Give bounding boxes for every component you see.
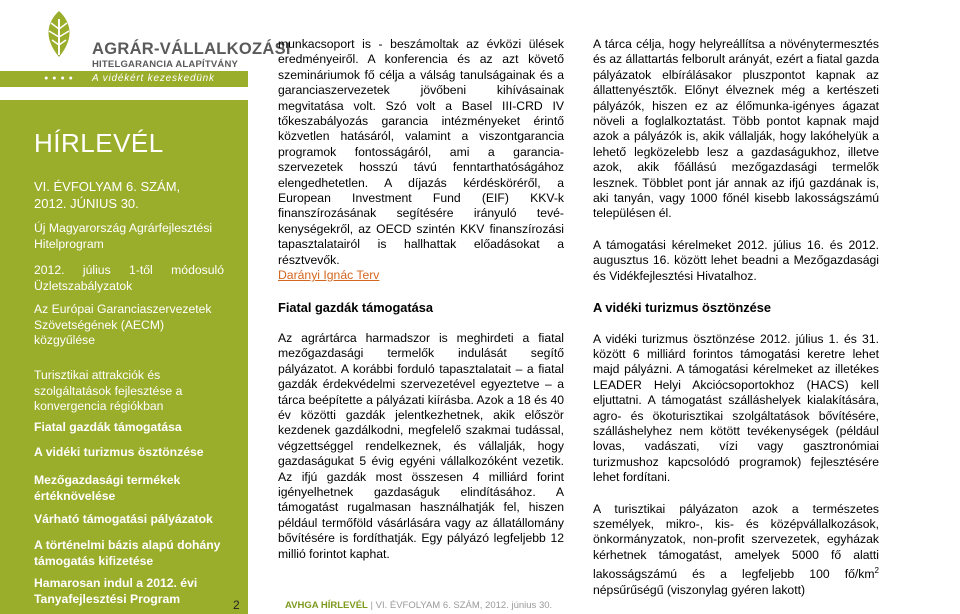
newsletter-title: HÍRLEVÉL xyxy=(34,128,164,158)
videki-turizmus-paragraph-2 xyxy=(593,502,879,599)
toc-item-turisztikai-attrakciok[interactable]: Turisztikai attrakciók és szolgáltatások fejlesztése a konvergencia régiókban xyxy=(34,368,183,413)
section-heading-videki-turizmus: A vidéki turizmus ösztönzése xyxy=(593,300,772,316)
logo-title: AGRÁR-VÁLLALKOZÁSI xyxy=(92,40,291,58)
middle-intro-paragraph: munkacsoport is - beszámoltak az évközi ülések eredményeiről. A konferencia és az azt követő szemináriumok fő célja a válság tanulságainak és a garanciaszervezetek jövőbeni kihívásainak megvitatása volt. Szó volt a Basel III-CRD IV tőkeszabályozás garancia intézményeket érintő közvetlen hatásáról, valamint a viszontgarancia programok fontosságáról, ami a garancia-szervezetek hosszú távú fenntarthatóságához elengedhetetlen. A díjazás kérdésköréről, a European Investment Fund (EIF) KKV-k finanszírozásának segítésére irányuló tevé-kenységekről, az OECD szintén KKV finanszírozási tapasztalatairól is hallhattak előadásokat a résztvevők. xyxy=(278,37,564,267)
page-number: 2 xyxy=(233,598,240,612)
byline-link[interactable]: Darányi Ignác Terv xyxy=(278,268,380,283)
logo-subtitle: HITELGARANCIA ALAPÍTVÁNY xyxy=(92,59,239,70)
leaf-logo-icon xyxy=(36,5,82,71)
deadline-paragraph: A támogatási kérelmeket 2012. július 16. és 2012. augusztus 16. között lehet beadni a Mezőgazdasági és Vidékfejlesztési Hivatalhoz. xyxy=(593,237,879,283)
videki-turizmus-paragraph-1: A vidéki turizmus ösztönzése 2012. július 1. és 31. között 6 milliárd forintos támogatási keretre lehet majd pályázni. A támogatási kérelmeket az illetékes LEADER Helyi Akciócsoportokhoz (HACS) kell eljuttatni. A támogatást szálláshelyek kialakítására, agro- és ökoturisztikai szolgáltatások bővítésére, szálláshelyhez nem kötött tevékenységek (például lovas, vadászati, vízi vagy gasztronómiai turizmushoz kapcsolódó programok) fejlesztésére lehet fordítani. xyxy=(593,331,879,485)
toc-item-uzletszabalyzatok[interactable]: 2012. július 1-től módosuló Üzletszabályzatok xyxy=(34,263,224,293)
right-intro-paragraph: A tárca célja, hogy helyreállítsa a növénytermesztés és az állattartás felborult arányát, ezért a fiatal gazda pályázatok elbírálásakor pluszpontot kapnak az állattenyésztők. Előnyt élveznek még a kertészeti pályázók, hiszen ez az élőmunka-igényes ágazat növeli a foglalkoztatást. Több pontot kapnak majd azok a pályázók is, akik vállalják, hogy lakóhelyük a lehető legközelebb lesz a gazdaságukhoz, illetve azok, akik főállású mezőgazdasági termelők lesznek. Többlet pont jár annak az ifjú gazdának is, aki tanyán, vagy 1000 főnél kisebb lakosságszámú településen él. xyxy=(593,37,879,221)
toc-item-fiatal-gazdak[interactable]: Fiatal gazdák támogatása xyxy=(34,420,182,434)
toc-item-dohany-tamogatas[interactable]: A történelmi bázis alapú dohány támogatás kifizetése xyxy=(34,538,221,568)
footer-issue-info: VI. ÉVFOLYAM 6. SZÁM, 2012. június 30. xyxy=(375,600,553,611)
newsletter-issue xyxy=(34,178,180,212)
toc-item-varhato-palyazatok[interactable]: Várható támogatási pályázatok xyxy=(34,512,213,526)
fiatal-gazdak-paragraph: Az agrártárca harmadszor is meghirdeti a fiatal mezőgazdasági termelők indulását segítő pályázatot. A korábbi forduló tapasztalatait – a fiatal gazdák érdekvédelmi szervezetével egyeztetve – a tárca beépítette a pályázati kiírásba. Azok a 18 és 40 év közötti gazdák jelentkezhetnek, akik először kezdenek gazdálkodni, megfelelő szakmai tudással, végzettséggel rendelkeznek, és vállalják, hogy gazdaságukat 5 évig egyéni vállalkozóként vezetik. Az ifjú gazdák most összesen 4 milliárd forint igényelhetnek gazdaságuk elindításához. A támogatást rugalmasan használhatják fel, hiszen például termőföld vásárlására vagy az állatállomány bővítésére is fordíthatják. Egy pályázó legfeljebb 12 millió forintot kaphat. xyxy=(278,330,564,561)
para2-end-text: népsűrűségű (viszonylag gyéren lakott) xyxy=(593,582,806,597)
logo xyxy=(0,0,291,100)
toc-item-agrarfejlesztesi-hitelprogram[interactable]: Új Magyarország Agrárfejlesztési Hitelprogram xyxy=(34,221,213,251)
toc-item-mezogazdasagi-termekek[interactable]: Mezőgazdasági termékek értéknövelése xyxy=(34,473,181,503)
right-column xyxy=(593,37,879,598)
toc-item-tanyafejlesztesi-program[interactable]: Hamarosan indul a 2012. évi Tanyafejlesztési Program xyxy=(34,576,198,606)
para2-main-text: A turisztikai pályázaton azok a természetes személyek, mikro-, kis- és középvállalkozások, önkormányzatok, non-profit szervezetek, egyházak kérhetnek támogatást, amelyek 5000 fő alatti lakosságszámú és a legfeljebb 100 fő/km xyxy=(593,501,879,582)
logo-slogan: A vidékért kezeskedünk xyxy=(92,73,215,84)
section-heading-fiatal-gazdak: Fiatal gazdák támogatása xyxy=(278,299,434,315)
para2-superscript: 2 xyxy=(874,566,879,576)
middle-column xyxy=(278,37,564,562)
sidebar xyxy=(0,0,291,614)
issue-line-2: 2012. JÚNIUS 30. xyxy=(34,196,139,211)
footer-brand: AVHGA HÍRLEVÉL xyxy=(285,600,368,611)
logo-dots: ● ● ● ● xyxy=(44,75,74,82)
issue-line-1: VI. ÉVFOLYAM 6. SZÁM, xyxy=(34,179,181,194)
footer-separator: | xyxy=(367,600,376,611)
toc-item-videki-turizmus[interactable]: A vidéki turizmus ösztönzése xyxy=(34,445,204,459)
footer xyxy=(285,600,552,611)
logo-band xyxy=(0,71,248,87)
toc-item-aecm-kozgyules[interactable]: Az Európai Garanciaszervezetek Szövetségének (AECM) közgyűlése xyxy=(34,302,212,347)
